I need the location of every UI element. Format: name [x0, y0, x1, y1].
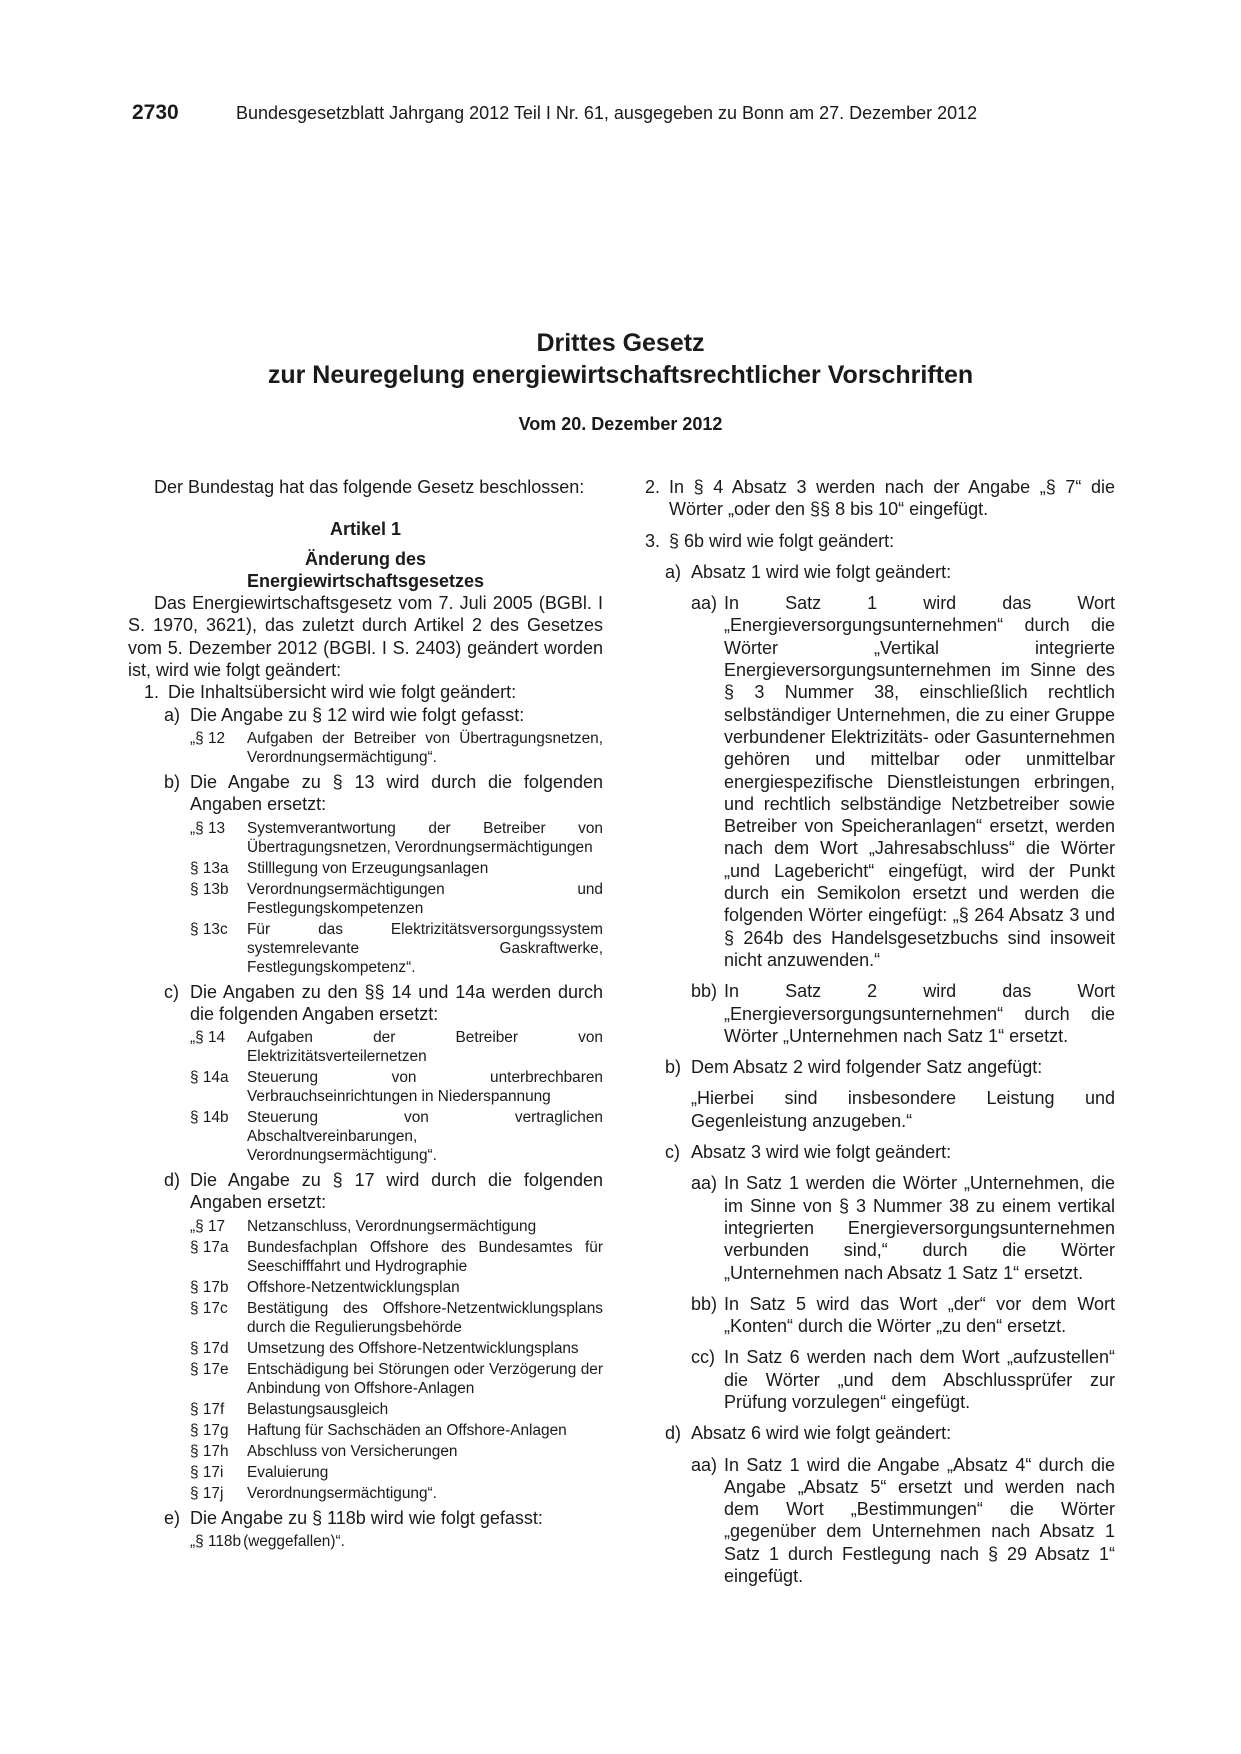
- toc-entry: [190, 1108, 603, 1165]
- item-text: § 6b wird wie folgt geändert:: [669, 530, 895, 551]
- item-text: In § 4 Absatz 3 werden nach der Angabe „§ 7“ die Wörter „oder den §§ 8 bis 10“ eingefügt.: [669, 477, 1115, 520]
- inserted-sentence: „Hierbei sind insbesondere Leistung und Gegenleistung anzugeben.“: [691, 1088, 1115, 1131]
- article-heading: [128, 518, 603, 592]
- item-letter: b): [164, 771, 181, 792]
- toc-entry: [190, 1028, 603, 1066]
- item-letter: bb): [691, 981, 718, 1002]
- page-number: 2730: [132, 101, 179, 124]
- section-title: Steuerung von unterbrechbaren Verbrauchseinrichtungen in Niederspannung: [247, 1069, 603, 1106]
- item-text: Dem Absatz 2 wird folgender Satz angefügt:: [691, 1057, 1043, 1078]
- enactment-clause: Der Bundestag hat das folgende Gesetz beschlossen:: [154, 477, 585, 497]
- item-text: Die Angabe zu § 118b wird wie folgt gefasst:: [190, 1507, 543, 1528]
- item-letter: d): [665, 1423, 682, 1444]
- list-item: [691, 592, 1115, 971]
- section-number: „§ 13: [190, 819, 226, 837]
- item-text: Die Inhaltsübersicht wird wie folgt geändert:: [168, 682, 517, 703]
- list-item: [665, 561, 1115, 583]
- toc-entry: [190, 1463, 603, 1482]
- law-title-line1: Drittes Gesetz: [536, 329, 705, 357]
- item-text: In Satz 5 wird das Wort „der“ vor dem Wort „Konten“ durch die Wörter „zu den“ ersetzt.: [724, 1293, 1115, 1337]
- item-text: In Satz 6 werden nach dem Wort „aufzustellen“ die Wörter „und dem Abschlussprüfer zur Prüfung vorzulegen“ eingefügt.: [724, 1347, 1115, 1412]
- article-subtitle-1: Änderung des: [304, 548, 426, 569]
- list-item: [164, 771, 603, 816]
- section-number: § 13a: [190, 859, 229, 877]
- item-number: 1.: [144, 682, 160, 703]
- item-letter: c): [164, 981, 179, 1002]
- article-subtitle-2: Energiewirtschaftsgesetzes: [246, 570, 485, 591]
- toc-entry: [190, 1339, 603, 1358]
- section-title: Systemverantwortung der Betreiber von Übertragungsnetzen, Verordnungsermächtigungen: [247, 819, 603, 856]
- section-number: „§ 118b: [190, 1533, 242, 1551]
- section-number: § 17g: [190, 1421, 229, 1439]
- item-text: Die Angabe zu § 13 wird durch die folgenden Angaben ersetzt:: [190, 771, 603, 815]
- list-item: [645, 530, 1115, 552]
- item-text: In Satz 1 wird das Wort „Energieversorgungsunternehmen“ durch die Wörter „Vertikal integrierte Energieversorgungsunternehmen im Sinne des § 3 Nummer 38, einschließlich rechtlich selbständiger Unternehmen, die zu einer Gruppe verbundener Elektrizitäts- oder Gasunternehmen gehören und mittelbar oder unmittelbar energiespezifische Dienstleistungen erbringen, und rechtlich selbständige Netzbetreiber sowie Betreiber von Speicheranlagen“ ersetzt, werden nach dem Wort „Jahresabschluss“ die Wörter „und Lagebericht“ eingefügt, wird der Punkt durch ein Semikolon ersetzt und werden die folgenden Wörter eingefügt: „§ 264 Absatz 3 und § 264b des Handelsgesetzbuchs sind insoweit nicht anzuwenden.“: [724, 593, 1115, 970]
- section-title: Haftung für Sachschäden an Offshore-Anlagen: [247, 1421, 567, 1439]
- toc-entry: [190, 1068, 603, 1106]
- law-title-line2: zur Neuregelung energiewirtschaftsrechtlicher Vorschriften: [267, 361, 974, 389]
- item-letter: aa): [691, 593, 718, 614]
- list-item: [691, 1172, 1115, 1283]
- item-text: Absatz 1 wird wie folgt geändert:: [691, 561, 952, 582]
- section-number: § 17h: [190, 1442, 229, 1460]
- list-item: [665, 1422, 1115, 1444]
- toc-entry: [190, 1421, 603, 1440]
- section-title: Aufgaben der Betreiber von Übertragungsnetzen, Verordnungsermächtigung“.: [247, 729, 603, 766]
- section-title: Aufgaben der Betreiber von Elektrizitätsverteilernetzen: [247, 1029, 603, 1066]
- section-number: § 17e: [190, 1360, 229, 1378]
- toc-entry: [190, 880, 603, 918]
- item-letter: e): [164, 1507, 181, 1528]
- left-column: [128, 476, 603, 1555]
- section-number: § 13c: [190, 920, 228, 938]
- section-number: § 17j: [190, 1484, 224, 1502]
- list-item: [164, 981, 603, 1026]
- list-item: [691, 1293, 1115, 1338]
- toc-entry: [190, 1360, 603, 1398]
- item-letter: aa): [691, 1454, 718, 1475]
- section-number: § 17f: [190, 1400, 225, 1418]
- toc-entry: [190, 1400, 603, 1419]
- item-letter: aa): [691, 1173, 718, 1194]
- section-number: § 17d: [190, 1339, 229, 1357]
- toc-entry: [190, 1238, 603, 1276]
- law-date: Vom 20. Dezember 2012: [518, 414, 723, 434]
- section-title: Verordnungsermächtigung“.: [247, 1484, 437, 1502]
- right-column: [645, 476, 1115, 1587]
- section-number: § 14b: [190, 1109, 229, 1127]
- toc-entry: [190, 1532, 603, 1551]
- section-title: Entschädigung bei Störungen oder Verzögerung der Anbindung von Offshore-Anlagen: [247, 1360, 603, 1397]
- item-text: Die Angabe zu § 12 wird wie folgt gefasst:: [190, 704, 525, 725]
- item-text: In Satz 1 wird die Angabe „Absatz 4“ durch die Angabe „Absatz 5“ ersetzt und werden nach dem Wort „Bestimmungen“ die Wörter „gegenüber dem Unternehmen nach Absatz 1 Satz 1 durch Festlegung nach § 29 Absatz 1“ eingefügt.: [724, 1454, 1115, 1587]
- item-letter: c): [665, 1142, 680, 1163]
- list-item: [164, 1507, 603, 1529]
- item-text: Absatz 6 wird wie folgt geändert:: [691, 1423, 952, 1444]
- list-item: [665, 1056, 1115, 1078]
- section-number: „§ 14: [190, 1029, 226, 1047]
- list-item: [164, 1169, 603, 1214]
- section-number: „§ 12: [190, 729, 226, 747]
- item-letter: cc): [691, 1347, 715, 1368]
- running-title: Bundesgesetzblatt Jahrgang 2012 Teil I Nr. 61, ausgegeben zu Bonn am 27. Dezember 2012: [236, 103, 978, 123]
- list-item: [691, 1346, 1115, 1413]
- item-number: 3.: [645, 530, 661, 551]
- item-letter: b): [665, 1057, 682, 1078]
- list-item: [645, 476, 1115, 521]
- section-number: § 14a: [190, 1069, 229, 1087]
- item-letter: d): [164, 1170, 181, 1191]
- item-letter: a): [665, 561, 682, 582]
- section-title: Bestätigung des Offshore-Netzentwicklungsplans durch die Regulierungsbehörde: [247, 1299, 603, 1336]
- toc-entry: [190, 920, 603, 977]
- toc-entry: [190, 1442, 603, 1461]
- item-text: In Satz 1 werden die Wörter „Unternehmen, die im Sinne von § 3 Nummer 38 zu einem vertikal integrierten Energieversorgungsunternehmen verbunden sind,“ durch die Wörter „Unternehmen nach Absatz 1 Satz 1“ ersetzt.: [724, 1173, 1115, 1283]
- section-title: Abschluss von Versicherungen: [247, 1442, 458, 1460]
- list-item: [164, 704, 603, 726]
- section-title: Umsetzung des Offshore-Netzentwicklungsplans: [247, 1339, 579, 1357]
- section-title: Steuerung von vertraglichen Abschaltvereinbarungen, Verordnungsermächtigung“.: [247, 1109, 603, 1165]
- list-item: [691, 1454, 1115, 1588]
- section-title: Belastungsausgleich: [247, 1400, 389, 1418]
- toc-entry: [190, 1484, 603, 1503]
- list-item: [665, 1141, 1115, 1163]
- section-title: Evaluierung: [247, 1463, 329, 1481]
- toc-entry: [190, 1299, 603, 1337]
- item-text: Die Angaben zu den §§ 14 und 14a werden durch die folgenden Angaben ersetzt:: [190, 981, 603, 1024]
- section-number: § 17c: [190, 1299, 228, 1317]
- section-number: § 13b: [190, 880, 229, 898]
- item-text: Die Angabe zu § 17 wird durch die folgenden Angaben ersetzt:: [190, 1170, 603, 1213]
- toc-entry: [190, 729, 603, 767]
- section-number: § 17a: [190, 1238, 229, 1256]
- section-number: § 17b: [190, 1278, 229, 1296]
- list-item: [144, 681, 603, 703]
- item-letter: a): [164, 704, 181, 725]
- section-title: Netzanschluss, Verordnungsermächtigung: [247, 1217, 537, 1235]
- section-title: Für das Elektrizitätsversorgungssystem systemrelevante Gaskraftwerke, Festlegungskompetenz“.: [247, 920, 603, 976]
- section-title: Stilllegung von Erzeugungsanlagen: [247, 859, 489, 877]
- article-number: Artikel 1: [329, 519, 402, 540]
- item-text: In Satz 2 wird das Wort „Energieversorgungsunternehmen“ durch die Wörter „Unternehmen nach Satz 1“ ersetzt.: [724, 981, 1115, 1046]
- section-title: Offshore-Netzentwicklungsplan: [247, 1278, 460, 1296]
- section-number: § 17i: [190, 1463, 224, 1481]
- toc-entry: [190, 819, 603, 857]
- list-item: [691, 980, 1115, 1047]
- article-body: Das Energiewirtschaftsgesetz vom 7. Juli 2005 (BGBl. I S. 1970, 3621), das zuletzt durch Artikel 2 des Gesetzes vom 5. Dezember 2012 (BGBl. I S. 2403) geändert worden ist, wird wie folgt geändert:: [128, 593, 603, 681]
- running-header: [132, 101, 1132, 125]
- item-number: 2.: [645, 477, 661, 497]
- item-text: Absatz 3 wird wie folgt geändert:: [691, 1142, 952, 1163]
- section-title: Bundesfachplan Offshore des Bundesamtes für Seeschifffahrt und Hydrographie: [247, 1238, 603, 1275]
- law-title-block: [0, 327, 1241, 435]
- toc-entry: [190, 859, 603, 878]
- toc-entry: [190, 1278, 603, 1297]
- toc-entry: [190, 1217, 603, 1236]
- item-letter: bb): [691, 1293, 718, 1314]
- section-number: „§ 17: [190, 1217, 226, 1235]
- section-title: Verordnungsermächtigungen und Festlegungskompetenzen: [247, 880, 603, 917]
- section-title: (weggefallen)“.: [243, 1533, 345, 1551]
